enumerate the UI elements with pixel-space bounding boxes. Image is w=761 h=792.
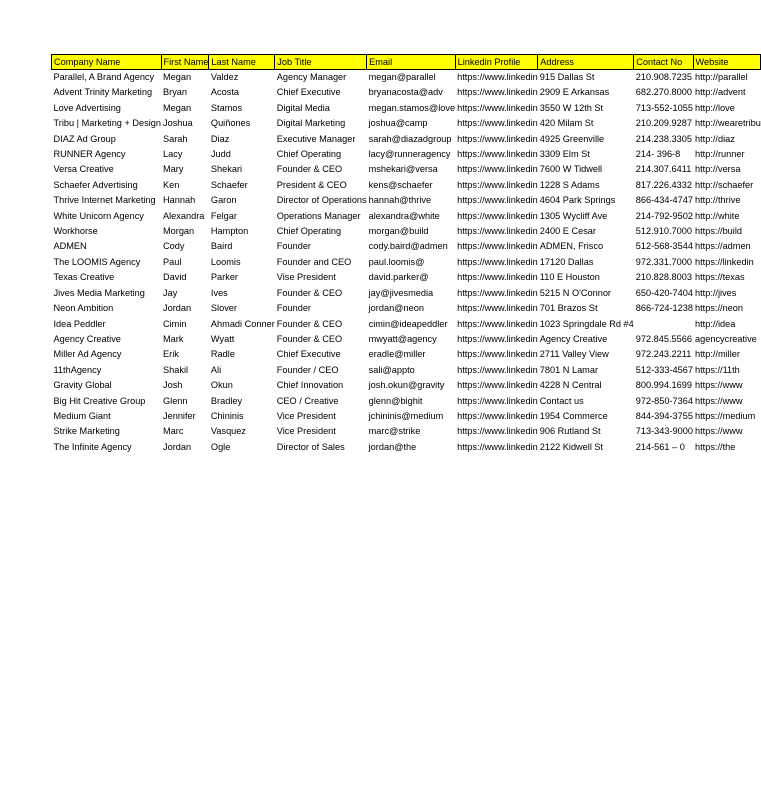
table-cell: Love Advertising — [53, 102, 121, 113]
table-cell: 512-568-3544 — [635, 241, 693, 252]
table-cell: Tribu | Marketing + Design — [53, 118, 161, 129]
table-cell: 713-343-9000 — [635, 426, 693, 437]
table-cell: https://www.linkedin — [457, 272, 538, 283]
table-cell: Parallel, A Brand Agency — [53, 72, 155, 82]
table-cell: 972.331.7000 — [635, 256, 692, 267]
table-cell: Contact us — [539, 395, 584, 406]
table-cell: jchininis@medium — [368, 410, 444, 421]
column-header: Email — [367, 55, 455, 70]
column-header: Contact No — [634, 55, 693, 70]
table-cell: 713-552-1055 — [635, 102, 693, 113]
spreadsheet-table — [51, 54, 761, 455]
table-row — [52, 424, 761, 439]
table-cell: https://www.linkedin — [457, 210, 538, 221]
table-cell: 650-420-7404 — [635, 287, 693, 298]
table-cell: Joshua — [163, 118, 193, 129]
table-cell: Megan — [163, 72, 192, 82]
table-cell: https://www.linkedin — [457, 441, 538, 452]
column-header: Company Name — [52, 55, 162, 70]
table-cell: Director of Sales — [276, 441, 345, 452]
table-cell: Parker — [210, 272, 238, 283]
table-cell: David — [163, 272, 187, 283]
table-cell: 817.226.4332 — [635, 179, 692, 190]
table-cell: morgan@build — [368, 226, 429, 237]
table-cell: Digital Media — [276, 102, 330, 113]
table-cell: 4925 Greenville — [539, 133, 605, 144]
table-cell: jordan@the — [368, 441, 417, 452]
table-cell: kens@schaefer — [368, 179, 433, 190]
table-cell: Founder & CEO — [276, 318, 343, 329]
table-cell: Morgan — [163, 226, 195, 237]
table-cell: megan.stamos@love — [368, 102, 456, 113]
table-cell: Cody — [163, 241, 185, 252]
table-cell: 972-850-7364 — [635, 395, 693, 406]
table-cell: 1023 Springdale Rd #4 — [539, 318, 634, 329]
table-cell: https://www.linkedin — [457, 333, 538, 344]
table-cell: Glenn — [163, 395, 188, 406]
table-cell: paul.loomis@ — [368, 256, 425, 267]
table-cell: Quiñones — [210, 118, 251, 129]
table-cell: Shakil — [163, 364, 189, 375]
table-cell: 210.908.7235 — [635, 72, 692, 82]
table-cell: Vice President — [276, 426, 336, 437]
table-cell: 512.910.7000 — [635, 226, 692, 237]
table-cell: glenn@bighit — [368, 395, 423, 406]
table-cell: Loomis — [210, 256, 241, 267]
column-header: First Name — [161, 55, 209, 70]
table-cell: josh.okun@gravity — [368, 380, 445, 391]
table-cell: 2711 Valley View — [539, 349, 609, 360]
table-cell: 11thAgency — [53, 364, 102, 375]
table-cell: Vice President — [276, 410, 336, 421]
table-row — [52, 301, 761, 316]
table-cell: 214.238.3305 — [635, 133, 692, 144]
table-cell: https://www.linkedin — [457, 164, 538, 175]
table-cell: https://www.linkedin — [457, 195, 538, 206]
table-cell: Agency Manager — [276, 72, 347, 82]
table-cell: Mary — [163, 164, 184, 175]
table-row — [52, 101, 761, 116]
table-cell: 866-724-1238 — [635, 303, 693, 314]
table-cell: 866-434-4747 — [635, 195, 693, 206]
table-cell: mshekari@versa — [368, 164, 438, 175]
table-cell: Neon Ambition — [53, 303, 114, 314]
table-cell: lacy@runneragency — [368, 149, 451, 160]
table-cell: Ahmadi Conner — [210, 318, 275, 329]
table-cell: https://www.linkedin — [457, 179, 538, 190]
table-cell: https://www.linkedin — [457, 241, 538, 252]
table-cell: agencycreative — [695, 333, 757, 344]
table-cell: Ali — [210, 364, 222, 375]
table-row — [52, 209, 761, 224]
table-cell: https://www.linkedin — [457, 149, 538, 160]
table-cell — [634, 317, 693, 332]
table-cell: Sarah — [163, 133, 188, 144]
table-row — [52, 132, 761, 147]
table-cell: Director of Operations — [276, 195, 367, 206]
table-cell: Chief Operating — [276, 226, 342, 237]
table-cell: ADMEN — [53, 241, 87, 252]
table-cell: Jives Media Marketing — [53, 287, 145, 298]
table-cell: alexandra@white — [368, 210, 440, 221]
column-header: Job Title — [275, 55, 367, 70]
table-cell: Ken — [163, 179, 180, 190]
table-cell: 17120 Dallas — [539, 256, 594, 267]
table-cell: https://www.linkedin — [457, 133, 538, 144]
table-cell: 701 Brazos St — [539, 303, 598, 314]
table-cell: Founder & CEO — [276, 287, 343, 298]
table-cell: The LOOMIS Agency — [53, 256, 141, 267]
table-row — [52, 193, 761, 208]
table-row — [52, 255, 761, 270]
table-cell: https://www.linkedin — [457, 226, 538, 237]
table-cell: Schaefer Advertising — [53, 179, 138, 190]
table-cell: Shekari — [210, 164, 243, 175]
table-cell: 1305 Wycliff Ave — [539, 210, 608, 221]
table-cell: Workhorse — [53, 226, 98, 237]
table-cell: Jay — [163, 287, 178, 298]
table-cell: Schaefer — [210, 179, 248, 190]
table-cell: 5215 N O'Connor — [539, 287, 611, 298]
table-cell: Founder — [276, 241, 311, 252]
table-cell: Judd — [210, 149, 231, 160]
table-cell: https://11th — [695, 364, 740, 375]
table-cell: 800.994.1699 — [635, 380, 692, 391]
table-cell: Founder & CEO — [276, 333, 343, 344]
table-cell: 110 E Houston — [539, 272, 600, 283]
table-cell: bryanacosta@adv — [368, 87, 443, 98]
table-cell: marc@strike — [368, 426, 421, 437]
table-cell: 906 Rutland St — [539, 426, 601, 437]
table-cell: Chininis — [210, 410, 244, 421]
table-cell: Hannah — [163, 195, 196, 206]
table-cell: Versa Creative — [53, 164, 114, 175]
table-cell: https://linkedin — [695, 256, 754, 267]
table-cell: https://www — [695, 380, 743, 391]
table-cell: http://white — [695, 210, 740, 221]
table-cell: http://miller — [695, 349, 740, 360]
table-cell: Felgar — [210, 210, 237, 221]
column-header: Last Name — [209, 55, 275, 70]
table-cell: 2400 E Cesar — [539, 226, 596, 237]
table-cell: https://www.linkedin — [457, 380, 538, 391]
table-cell: sali@appto — [368, 364, 415, 375]
table-cell: https://www.linkedin — [457, 87, 538, 98]
table-row — [52, 347, 761, 362]
table-cell: Founder / CEO — [276, 364, 339, 375]
table-cell: ADMEN, Frisco — [539, 241, 604, 252]
table-cell: Founder & CEO — [276, 164, 343, 175]
table-cell: https://www.linkedin — [457, 303, 538, 314]
table-cell: Jordan — [163, 303, 192, 314]
table-row — [52, 224, 761, 239]
table-row — [52, 409, 761, 424]
table-cell: Medium Giant — [53, 410, 111, 421]
table-cell: Vasquez — [210, 426, 246, 437]
table-cell: joshua@camp — [368, 118, 428, 129]
table-cell: Slover — [210, 303, 237, 314]
table-cell: https://admen — [695, 241, 751, 252]
table-row — [52, 147, 761, 162]
table-cell: 210.209.9287 — [635, 118, 692, 129]
table-cell: Cimin — [163, 318, 187, 329]
table-cell: http://parallel — [695, 72, 748, 82]
table-cell: 512-333-4567 — [635, 364, 693, 375]
table-cell: http://schaefer — [695, 179, 754, 190]
table-cell: https://www — [695, 426, 743, 437]
table-cell: Founder and CEO — [276, 256, 352, 267]
column-header: Address — [538, 55, 634, 70]
table-cell: Chief Operating — [276, 149, 342, 160]
table-cell: 214.307.6411 — [635, 164, 692, 175]
table-cell: https://www.linkedin — [457, 256, 538, 267]
table-cell: 7801 N Lamar — [539, 364, 599, 375]
table-cell: https://www.linkedin — [457, 287, 538, 298]
table-cell: 844-394-3755 — [635, 410, 693, 421]
table-cell: 4228 N Central — [539, 380, 602, 391]
table-cell: The Infinite Agency — [53, 441, 132, 452]
table-row — [52, 317, 761, 332]
table-cell: http://wearetribu — [695, 118, 761, 129]
table-cell: david.parker@ — [368, 272, 429, 283]
table-cell: sarah@diazadgroup — [368, 133, 452, 144]
table-cell: Idea Peddler — [53, 318, 106, 329]
table-cell: http://thrive — [695, 195, 741, 206]
table-cell: Diaz — [210, 133, 230, 144]
table-cell: 3550 W 12th St — [539, 102, 604, 113]
table-cell: Marc — [163, 426, 184, 437]
table-cell: https://www.linkedin — [457, 102, 538, 113]
table-cell: https://www.linkedin — [457, 349, 538, 360]
table-row — [52, 363, 761, 378]
table-cell: https://build — [695, 226, 742, 237]
table-cell: Big Hit Creative Group — [53, 395, 146, 406]
table-row — [52, 286, 761, 301]
table-cell: 915 Dallas St — [539, 72, 595, 82]
table-cell: Operations Manager — [276, 210, 361, 221]
table-row — [52, 116, 761, 131]
table-cell: https://neon — [695, 303, 744, 314]
table-cell: 214-792-9502 — [635, 210, 693, 221]
table-cell: Jordan — [163, 441, 192, 452]
table-cell: 2909 E Arkansas — [539, 87, 610, 98]
table-cell: Ogle — [210, 441, 231, 452]
table-cell: https://www — [695, 395, 743, 406]
table-cell: Okun — [210, 380, 233, 391]
table-cell: Erik — [163, 349, 179, 360]
table-cell: Advent Trinity Marketing — [53, 87, 153, 98]
table-cell: Bryan — [163, 87, 188, 98]
table-cell: Texas Creative — [53, 272, 115, 283]
table-cell: 214- 396-8 — [635, 149, 681, 160]
table-cell: Vise President — [276, 272, 336, 283]
table-cell: 972.243.2211 — [635, 349, 692, 360]
table-cell: 214-561 – 0 — [635, 441, 685, 452]
table-cell: Gravity Global — [53, 380, 112, 391]
table-cell: 682.270.8000 — [635, 87, 692, 98]
table-cell: 420 Milam St — [539, 118, 594, 129]
table-cell: Hampton — [210, 226, 249, 237]
column-header: Linkedin Profile — [455, 55, 538, 70]
table-cell: RUNNER Agency — [53, 149, 126, 160]
table-cell: Miller Ad Agency — [53, 349, 122, 360]
table-cell: Lacy — [163, 149, 183, 160]
table-cell: Chief Executive — [276, 349, 341, 360]
table-cell: Paul — [163, 256, 182, 267]
table-cell: jay@jivesmedia — [368, 287, 434, 298]
table-cell: Thrive Internet Marketing — [53, 195, 156, 206]
table-row — [52, 162, 761, 177]
table-cell: https://medium — [695, 410, 756, 421]
table-cell: http://versa — [695, 164, 741, 175]
table-cell: http://idea — [695, 318, 736, 329]
table-cell: DIAZ Ad Group — [53, 133, 116, 144]
table-cell: mwyatt@agency — [368, 333, 437, 344]
table-cell: http://jives — [695, 287, 737, 298]
table-row — [52, 270, 761, 285]
table-cell: Strike Marketing — [53, 426, 120, 437]
table-cell: http://love — [695, 102, 735, 113]
table-cell: jordan@neon — [368, 303, 424, 314]
table-cell: eradle@miller — [368, 349, 426, 360]
table-cell: Executive Manager — [276, 133, 356, 144]
table-cell: 972.845.5566 — [635, 333, 692, 344]
table-cell: hannah@thrive — [368, 195, 432, 206]
table-cell: https://www.linkedin — [457, 410, 538, 421]
table-row — [52, 85, 761, 100]
table-cell: Radle — [210, 349, 235, 360]
table-cell: 2122 Kidwell St — [539, 441, 604, 452]
table-cell: cimin@ideapeddler — [368, 318, 448, 329]
table-row — [52, 440, 761, 455]
table-cell: Bradley — [210, 395, 243, 406]
table-cell: https://www.linkedin — [457, 364, 538, 375]
table-cell: Digital Marketing — [276, 118, 346, 129]
table-cell: CEO / Creative — [276, 395, 339, 406]
table-body — [52, 70, 761, 456]
table-cell: http://diaz — [695, 133, 735, 144]
table-cell: Mark — [163, 333, 184, 344]
table-cell: cody.baird@admen — [368, 241, 448, 252]
table-cell: 1954 Commerce — [539, 410, 608, 421]
table-row — [52, 178, 761, 193]
table-row — [52, 239, 761, 254]
table-cell: Founder — [276, 303, 311, 314]
table-cell: Josh — [163, 380, 183, 391]
table-cell: 1228 S Adams — [539, 179, 600, 190]
table-cell: 4604 Park Springs — [539, 195, 616, 206]
table-cell: megan@parallel — [368, 72, 436, 82]
table-cell: https://www.linkedin — [457, 395, 538, 406]
table-cell: White Unicorn Agency — [53, 210, 144, 221]
table-cell: Agency Creative — [53, 333, 121, 344]
table-cell: Alexandra — [163, 210, 205, 221]
table-cell: https://www.linkedin — [457, 318, 538, 329]
table-cell: https://the — [695, 441, 736, 452]
table-cell: Valdez — [210, 72, 239, 82]
table-cell: Jennifer — [163, 410, 196, 421]
table-row — [52, 394, 761, 409]
table-cell: Ives — [210, 287, 228, 298]
header-row — [52, 55, 761, 70]
table-cell: https://www.linkedin — [457, 426, 538, 437]
table-cell: Chief Executive — [276, 87, 341, 98]
table-cell: Chief Innovation — [276, 380, 344, 391]
table-cell: 3309 Elm St — [539, 149, 590, 160]
table-cell: Stamos — [210, 102, 243, 113]
table-cell: https://www.linkedin — [457, 118, 538, 129]
table-row — [52, 378, 761, 393]
table-cell: Wyatt — [210, 333, 235, 344]
table-cell: Agency Creative — [539, 333, 608, 344]
column-header: Website — [693, 55, 761, 70]
table-cell: Acosta — [210, 87, 240, 98]
table-cell: President & CEO — [276, 179, 347, 190]
table-cell: https://texas — [695, 272, 745, 283]
table-cell: https://www.linkedin — [457, 72, 538, 82]
table-cell: Megan — [163, 102, 192, 113]
table-row — [52, 332, 761, 347]
table-cell: 210.828.8003 — [635, 272, 692, 283]
table-cell: http://runner — [695, 149, 745, 160]
table-cell: Baird — [210, 241, 233, 252]
table-cell: http://advent — [695, 87, 746, 98]
table-row — [52, 70, 761, 86]
table-cell: 7600 W Tidwell — [539, 164, 603, 175]
table-cell: Garon — [210, 195, 237, 206]
